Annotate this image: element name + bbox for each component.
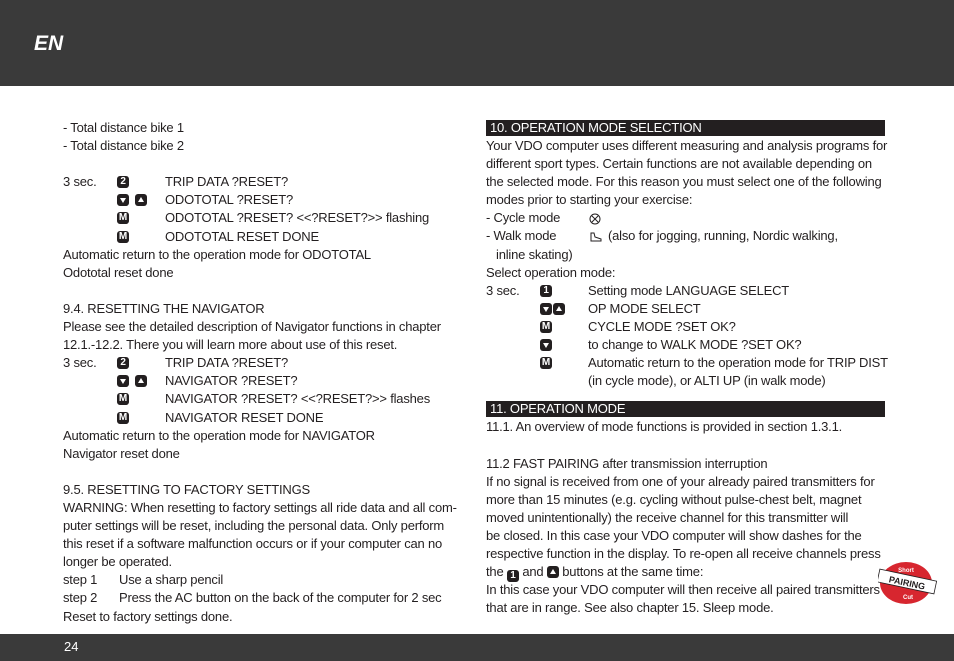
step-text: Setting mode LANGUAGE SELECT: [588, 282, 790, 298]
text-line: If no signal is received from one of your already paired transmitters for: [486, 473, 875, 489]
text-line: In this case your VDO computer will then receive all paired transmitters: [486, 582, 880, 598]
text-line: the selected mode. For this reason you must select one of the following: [486, 174, 882, 190]
section-heading: 11.2 FAST PAIRING after transmission interruption: [486, 455, 768, 471]
step-text: NAVIGATOR RESET DONE: [165, 409, 324, 425]
left-column: [63, 119, 463, 626]
text-line: puter settings will be reset, including the personal data. Only perform: [63, 518, 445, 534]
mode-label: - Cycle mode: [486, 210, 561, 226]
text-line: longer be operated.: [63, 554, 172, 570]
text-line: Odototal reset done: [63, 264, 174, 280]
button-m-icon: M: [118, 230, 128, 242]
page-number: 24: [64, 639, 79, 654]
arrow-down-icon: [540, 303, 552, 315]
button-2-icon: 2: [117, 176, 129, 188]
text-line: Automatic return to the operation mode for ODOTOTAL: [63, 246, 371, 262]
step-text: TRIP DATA ?RESET?: [165, 174, 289, 190]
text-line: Please see the detailed description of Navigator functions in chapter: [63, 319, 441, 335]
arrow-down-icon: [540, 339, 552, 351]
pairing-badge-icon: [878, 561, 940, 605]
badge-top-text: Short: [898, 568, 914, 574]
badge-main-text: PAIRING: [887, 574, 927, 592]
mode-desc: inline skating): [496, 246, 573, 262]
text-line: this reset if a software malfunction occurs or if your computer can no: [63, 536, 443, 552]
text-line: WARNING: When resetting to factory settings all ride data and all com-: [63, 499, 457, 515]
right-column: [486, 119, 888, 617]
header-bar: [0, 0, 954, 86]
text-line: - Total distance bike 1: [63, 120, 184, 135]
step-text: ODOTOTAL RESET DONE: [165, 228, 319, 244]
section-heading: 9.4. RESETTING THE NAVIGATOR: [63, 300, 265, 316]
text-line: 12.1.-12.2. There you will learn more about use of this reset.: [63, 337, 398, 353]
step-text: TRIP DATA ?RESET?: [165, 355, 289, 371]
text-fragment: buttons at the same time:: [562, 564, 704, 580]
step-text: CYCLE MODE ?SET OK?: [588, 318, 736, 334]
text-line: that are in range. See also chapter 15. Sleep mode.: [486, 600, 774, 616]
text-line: Navigator reset done: [63, 445, 180, 461]
time-label: 3 sec.: [486, 282, 520, 298]
time-label: 3 sec.: [63, 174, 97, 190]
text-line: be closed. In this case your VDO computer will show dashes for the: [486, 527, 862, 543]
text-line: modes prior to starting your exercise:: [486, 192, 693, 208]
text-fragment: the: [486, 564, 504, 580]
button-m-icon: M: [541, 357, 551, 369]
text-fragment: and: [522, 564, 544, 580]
text-line: Automatic return to the operation mode for NAVIGATOR: [63, 427, 375, 443]
button-m-icon: M: [118, 393, 128, 405]
step-text: NAVIGATOR ?RESET?: [165, 373, 298, 389]
time-label: 3 sec.: [63, 355, 97, 371]
step-text: Automatic return to the operation mode for TRIP DIST: [588, 355, 888, 371]
step-text: NAVIGATOR ?RESET? <<?RESET?>> flashes: [165, 391, 430, 407]
button-1-icon: 1: [507, 570, 519, 582]
arrow-up-icon: [135, 194, 147, 206]
badge-bottom-text: Cut: [903, 595, 913, 601]
arrow-down-icon: [117, 375, 129, 387]
button-2-icon: 2: [117, 357, 129, 369]
step-text: to change to WALK MODE ?SET OK?: [588, 337, 802, 353]
step-text: ODOTOTAL ?RESET? <<?RESET?>> flashing: [165, 210, 430, 226]
step-text: Press the AC button on the back of the computer for 2 sec: [119, 590, 442, 606]
text-line: moved unintentionally) the receive channel for this transmitter will: [486, 509, 849, 525]
section-heading-bar: 10. OPERATION MODE SELECTION: [486, 120, 885, 136]
language-label: EN: [34, 32, 64, 55]
arrow-up-icon: [135, 375, 147, 387]
arrow-down-icon: [117, 194, 129, 206]
text-line: Reset to factory settings done.: [63, 608, 233, 624]
step-label: step 1: [63, 572, 98, 588]
step-text: Use a sharp pencil: [119, 572, 224, 588]
mode-label: - Walk mode: [486, 228, 557, 244]
text-line: - Total distance bike 2: [63, 138, 184, 154]
section-heading-bar: 11. OPERATION MODE: [486, 401, 885, 417]
step-label: step 2: [63, 590, 98, 606]
text-line: Your VDO computer uses different measuring and analysis programs for: [486, 138, 888, 153]
text-line: [486, 563, 885, 581]
arrow-up-icon: [553, 303, 565, 315]
button-1-icon: 1: [540, 285, 552, 297]
button-m-icon: M: [118, 212, 128, 224]
step-text: ODOTOTAL ?RESET?: [165, 192, 294, 208]
text-line: different sport types. Certain functions are not available depending on: [486, 156, 872, 172]
mode-desc: (also for jogging, running, Nordic walking,: [608, 228, 838, 244]
text-line: respective function in the display. To re-open all receive channels press: [486, 546, 881, 562]
text-line: 11.1. An overview of mode functions is provided in section 1.3.1.: [486, 419, 843, 435]
arrow-up-icon: [547, 566, 559, 578]
button-m-icon: M: [541, 320, 551, 332]
text-line: more than 15 minutes (e.g. cycling without pulse-chest belt, magnet: [486, 491, 862, 507]
footer-bar: [0, 634, 954, 661]
button-m-icon: M: [118, 411, 128, 423]
step-text: OP MODE SELECT: [588, 300, 701, 316]
text-line: Select operation mode:: [486, 264, 616, 280]
section-heading: 9.5. RESETTING TO FACTORY SETTINGS: [63, 481, 311, 497]
step-text: (in cycle mode), or ALTI UP (in walk mode): [588, 373, 826, 389]
